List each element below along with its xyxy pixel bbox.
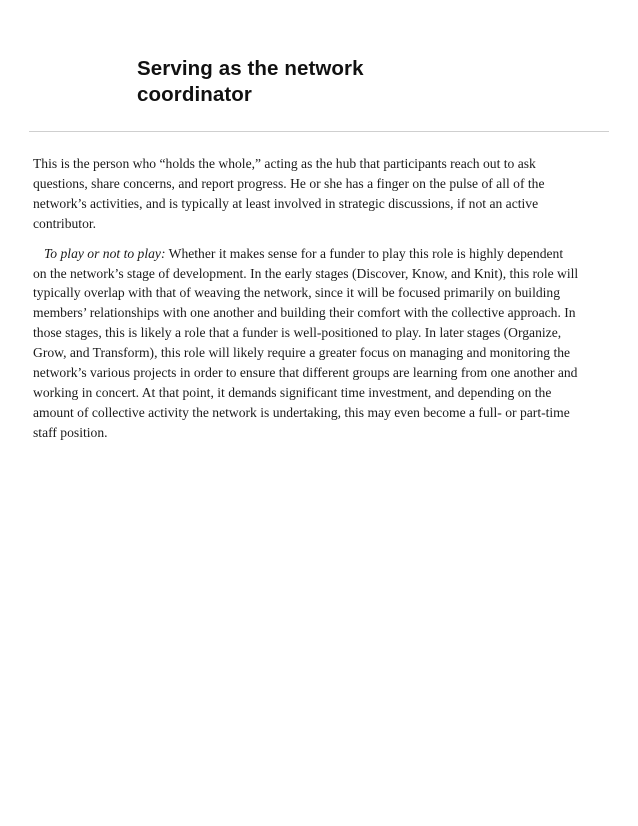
text-line: network’s various projects in order to ensure that different groups are learning from one another and [33, 365, 578, 381]
heading-line: Serving as the network [137, 57, 364, 80]
heading-line: coordinator [137, 83, 252, 106]
paragraph-spacer [33, 234, 623, 244]
text-line: on the network’s stage of development. In the early stages (Discover, Know, and Knit), this role will [33, 265, 579, 281]
text-line: amount of collective activity the network is undertaking, this may even become a full- or part-time [33, 404, 570, 420]
text-line: contributor. [33, 215, 97, 231]
text-line: members’ relationships with one another and building their comfort with the collective approach. In [33, 305, 576, 321]
intro-paragraph [33, 154, 623, 234]
text-line: Grow, and Transform), this role will likely require a greater focus on managing and monitoring the [33, 345, 571, 361]
body-text [33, 154, 623, 443]
play-or-not-paragraph [33, 244, 623, 443]
text-line: This is the person who “holds the whole,” acting as the hub that participants reach out to ask [33, 156, 536, 171]
section-heading [137, 56, 477, 108]
text-line [33, 244, 623, 264]
text-run: Whether it makes sense for a funder to play this role is highly dependent [165, 245, 564, 261]
text-line: staff position. [33, 424, 108, 440]
paragraph-lead-in: To play or not to play: [44, 245, 166, 261]
text-line: typically overlap with that of weaving the network, since it will be focused primarily on building [33, 285, 561, 301]
horizontal-divider [29, 131, 609, 132]
text-line: working in concert. At that point, it demands significant time investment, and depending on the [33, 384, 552, 400]
text-line: those stages, this is likely a role that a funder is well-positioned to play. In later stages (Organize, [33, 325, 562, 341]
text-line: questions, share concerns, and report progress. He or she has a finger on the pulse of all of the [33, 175, 545, 191]
text-line: network’s activities, and is typically at least involved in strategic discussions, if not an active [33, 195, 539, 211]
